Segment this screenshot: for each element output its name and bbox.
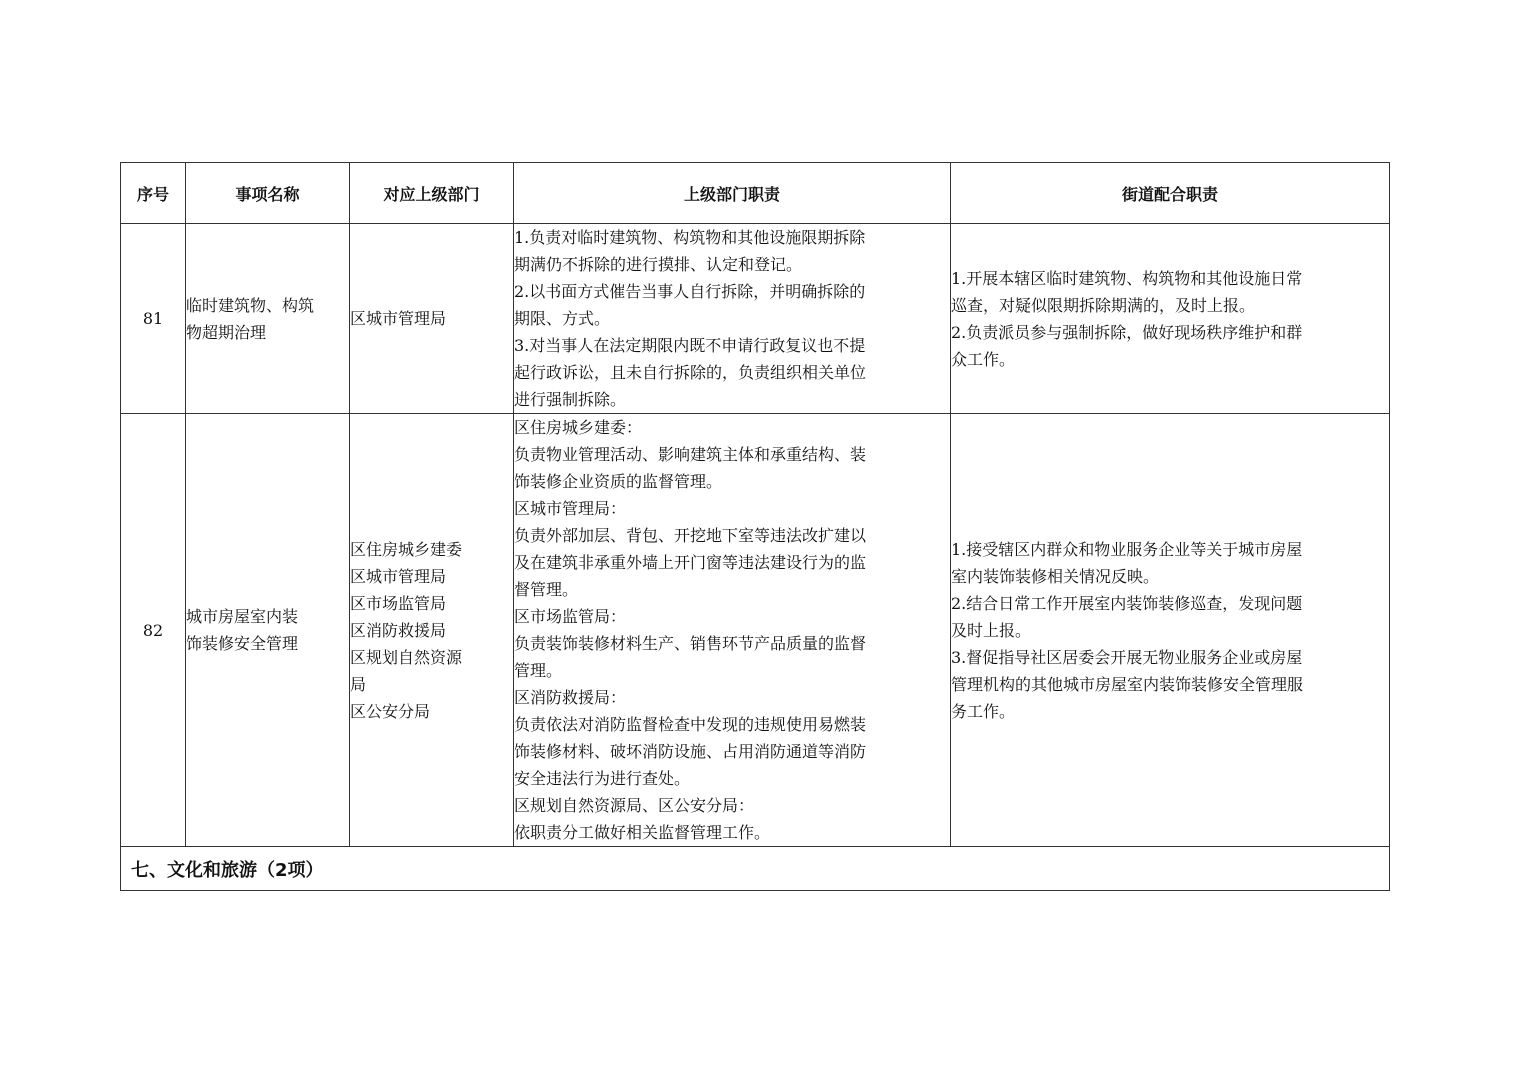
dept-line: 区消防救援局 bbox=[350, 620, 447, 640]
item-name-line: 饰装修安全管理 bbox=[186, 634, 299, 653]
coop-line: 3.督促指导社区居委会开展无物业服务企业或房屋 bbox=[951, 647, 1303, 667]
table-row bbox=[121, 414, 1390, 847]
header-street-duties: 街道配合职责 bbox=[951, 163, 1390, 224]
duty-line: 期满仍不拆除的进行摸排、认定和登记。 bbox=[514, 255, 803, 274]
duty-line: 管理。 bbox=[514, 661, 563, 680]
dept-line: 局 bbox=[350, 674, 367, 694]
dept-line: 区规划自然资源 bbox=[350, 647, 463, 667]
duty-line: 督管理。 bbox=[514, 580, 579, 599]
header-serial-no: 序号 bbox=[121, 163, 186, 224]
duty-line: 区市场监管局： bbox=[514, 607, 627, 626]
table-header-row bbox=[121, 163, 1390, 224]
duty-line: 区住房城乡建委： bbox=[514, 418, 643, 437]
duty-line: 及在建筑非承重外墙上开门窗等违法建设行为的监 bbox=[514, 553, 867, 572]
duty-line: 安全违法行为进行查处。 bbox=[514, 769, 691, 788]
section-title: 七、文化和旅游（2项） bbox=[121, 847, 1390, 891]
item-name-line: 物超期治理 bbox=[186, 322, 267, 342]
dept-line: 区城市管理局 bbox=[350, 566, 447, 586]
coop-line: 及时上报。 bbox=[951, 620, 1032, 640]
duty-line: 饰装修企业资质的监督管理。 bbox=[514, 472, 723, 491]
row-item-name bbox=[186, 224, 350, 414]
row-serial-no: 82 bbox=[121, 414, 186, 847]
duty-line: 负责物业管理活动、影响建筑主体和承重结构、装 bbox=[514, 445, 867, 464]
section-row bbox=[121, 847, 1390, 891]
duty-line: 2.以书面方式催告当事人自行拆除，并明确拆除的 bbox=[514, 282, 866, 301]
coop-line: 众工作。 bbox=[951, 349, 1016, 369]
duty-line: 饰装修材料、破坏消防设施、占用消防通道等消防 bbox=[514, 742, 867, 761]
row-superior-dept bbox=[350, 224, 514, 414]
duty-line: 期限、方式。 bbox=[514, 309, 611, 328]
row-serial-no: 81 bbox=[121, 224, 186, 414]
responsibility-table bbox=[120, 162, 1390, 891]
duty-line: 3.对当事人在法定期限内既不申请行政复议也不提 bbox=[514, 336, 866, 355]
coop-line: 1.接受辖区内群众和物业服务企业等关于城市房屋 bbox=[951, 539, 1303, 559]
item-name-line: 临时建筑物、构筑 bbox=[186, 295, 315, 315]
table-row bbox=[121, 224, 1390, 414]
duty-line: 负责依法对消防监督检查中发现的违规使用易燃装 bbox=[514, 715, 867, 734]
header-superior-duties: 上级部门职责 bbox=[514, 163, 951, 224]
duty-line: 依职责分工做好相关监督管理工作。 bbox=[514, 823, 771, 842]
row-superior-dept bbox=[350, 414, 514, 847]
row-superior-duties bbox=[514, 414, 951, 847]
duty-line: 区城市管理局： bbox=[514, 499, 627, 518]
row-street-duties bbox=[951, 224, 1390, 414]
coop-line: 管理机构的其他城市房屋室内装饰装修安全管理服 bbox=[951, 674, 1304, 694]
coop-line: 巡查，对疑似限期拆除期满的，及时上报。 bbox=[951, 295, 1256, 315]
dept-line: 区公安分局 bbox=[350, 701, 431, 721]
dept-line: 区市场监管局 bbox=[350, 593, 447, 613]
duty-line: 进行强制拆除。 bbox=[514, 390, 627, 409]
item-name-line: 城市房屋室内装 bbox=[186, 607, 299, 626]
dept-line: 区城市管理局 bbox=[350, 309, 447, 328]
header-item-name: 事项名称 bbox=[186, 163, 350, 224]
coop-line: 2.结合日常工作开展室内装饰装修巡查，发现问题 bbox=[951, 593, 1303, 613]
coop-line: 室内装饰装修相关情况反映。 bbox=[951, 566, 1160, 586]
duty-line: 负责外部加层、背包、开挖地下室等违法改扩建以 bbox=[514, 526, 867, 545]
row-street-duties bbox=[951, 414, 1390, 847]
header-superior-dept: 对应上级部门 bbox=[350, 163, 514, 224]
row-superior-duties bbox=[514, 224, 951, 414]
duty-line: 区消防救援局： bbox=[514, 688, 627, 707]
duty-line: 1.负责对临时建筑物、构筑物和其他设施限期拆除 bbox=[514, 228, 866, 247]
duty-line: 起行政诉讼，且未自行拆除的，负责组织相关单位 bbox=[514, 363, 867, 382]
coop-line: 2.负责派员参与强制拆除，做好现场秩序维护和群 bbox=[951, 322, 1303, 342]
duty-line: 负责装饰装修材料生产、销售环节产品质量的监督 bbox=[514, 634, 867, 653]
row-item-name bbox=[186, 414, 350, 847]
dept-line: 区住房城乡建委 bbox=[350, 539, 463, 559]
coop-line: 1.开展本辖区临时建筑物、构筑物和其他设施日常 bbox=[951, 268, 1303, 288]
duty-line: 区规划自然资源局、区公安分局： bbox=[514, 796, 755, 815]
coop-line: 务工作。 bbox=[951, 701, 1016, 721]
